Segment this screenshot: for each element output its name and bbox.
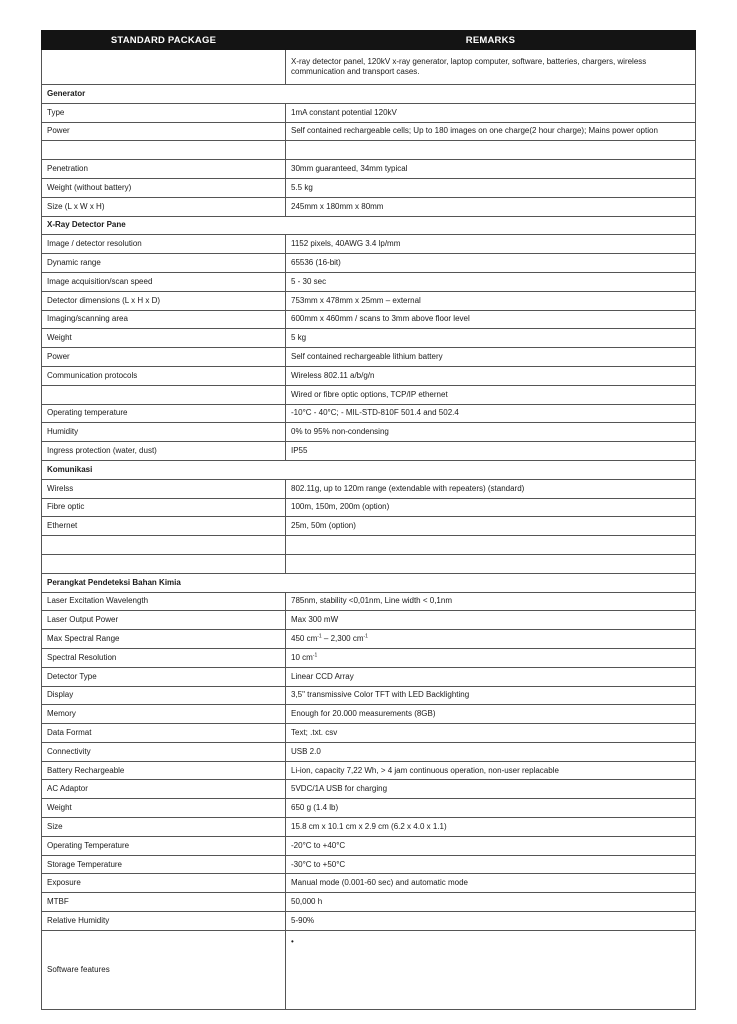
intro-remark: X-ray detector panel, 120kV x-ray generator, laptop computer, software, batteries, chargers, wireless communication and transport cases. [286,50,696,85]
row-value: Wired or fibre optic options, TCP/IP ethernet [286,385,696,404]
row-value [286,141,696,160]
row-value: 5 kg [286,329,696,348]
row-value: IP55 [286,442,696,461]
row-label: Detector Type [42,667,286,686]
table-row [42,592,696,611]
row-value: 30mm guaranteed, 34mm typical [286,160,696,179]
table-row [42,178,696,197]
table-row [42,705,696,724]
intro-row [42,50,696,85]
table-row [42,197,696,216]
table-row [42,348,696,367]
table-row [42,630,696,649]
row-value: 245mm x 180mm x 80mm [286,197,696,216]
row-value: 65536 (16-bit) [286,254,696,273]
row-value: Max 300 mW [286,611,696,630]
row-label: Power [42,122,286,141]
row-label: Data Format [42,724,286,743]
row-label: Weight (without battery) [42,178,286,197]
row-value: Text; .txt. csv [286,724,696,743]
row-label: Operating temperature [42,404,286,423]
section-title: Komunikasi [42,460,696,479]
row-label: Storage Temperature [42,855,286,874]
table-row [42,141,696,160]
table-row [42,404,696,423]
row-label [42,141,286,160]
row-value: Self contained rechargeable lithium battery [286,348,696,367]
table-row [42,291,696,310]
table-row [42,855,696,874]
table-row [42,724,696,743]
table-row [42,122,696,141]
value-part: – 2,300 cm [321,634,364,643]
superscript: -1 [312,652,318,659]
table-row [42,442,696,461]
row-value [286,536,696,555]
table-row [42,536,696,555]
row-value: Manual mode (0.001-60 sec) and automatic mode [286,874,696,893]
row-label: Weight [42,329,286,348]
row-label: MTBF [42,893,286,912]
row-value: Enough for 20.000 measurements (8GB) [286,705,696,724]
table-row [42,874,696,893]
row-value: 5-90% [286,912,696,931]
row-label: Display [42,686,286,705]
table-row [42,366,696,385]
row-value: USB 2.0 [286,742,696,761]
row-label: Max Spectral Range [42,630,286,649]
table-row [42,254,696,273]
row-value [286,648,696,667]
row-label: Dynamic range [42,254,286,273]
table-row [42,554,696,573]
row-label: Power [42,348,286,367]
row-label: Operating Temperature [42,836,286,855]
table-row [42,667,696,686]
section-chemical [42,573,696,592]
table-row [42,611,696,630]
table-row [42,103,696,122]
row-value: 1mA constant potential 120kV [286,103,696,122]
row-label [42,385,286,404]
row-label: Penetration [42,160,286,179]
row-label: Size (L x W x H) [42,197,286,216]
row-label: Imaging/scanning area [42,310,286,329]
table-row [42,272,696,291]
row-label: Spectral Resolution [42,648,286,667]
row-label: Detector dimensions (L x H x D) [42,291,286,310]
row-value: Linear CCD Array [286,667,696,686]
intro-label [42,50,286,85]
row-label: Image acquisition/scan speed [42,272,286,291]
table-row [42,686,696,705]
row-value: Wireless 802.11 a/b/g/n [286,366,696,385]
row-value: 5 - 30 sec [286,272,696,291]
table-row [42,517,696,536]
row-value: -30°C to +50°C [286,855,696,874]
spec-table [41,30,696,1010]
table-row [42,479,696,498]
section-generator [42,85,696,104]
row-label: Wirelss [42,479,286,498]
row-value [286,554,696,573]
table-row [42,498,696,517]
table-row [42,780,696,799]
row-label [42,536,286,555]
row-value: 802.11g, up to 120m range (extendable with repeaters) (standard) [286,479,696,498]
row-value: -20°C to +40°C [286,836,696,855]
row-label: Ingress protection (water, dust) [42,442,286,461]
section-title: Perangkat Pendeteksi Bahan Kimia [42,573,696,592]
row-value: 1152 pixels, 40AWG 3.4 lp/mm [286,235,696,254]
row-value: 3,5" transmissive Color TFT with LED Backlighting [286,686,696,705]
row-label: Ethernet [42,517,286,536]
table-row [42,329,696,348]
section-title: X-Ray Detector Pane [42,216,696,235]
row-label: Battery Rechargeable [42,761,286,780]
superscript: -1 [317,633,322,640]
row-value: 753mm x 478mm x 25mm – external [286,291,696,310]
row-label [42,554,286,573]
row-label: Laser Output Power [42,611,286,630]
software-row [42,930,696,1009]
row-value: 5VDC/1A USB for charging [286,780,696,799]
table-row [42,799,696,818]
row-label: Exposure [42,874,286,893]
section-detector [42,216,696,235]
table-row [42,310,696,329]
row-label: Relative Humidity [42,912,286,931]
row-value: 50,000 h [286,893,696,912]
table-row [42,836,696,855]
row-value: Li-ion, capacity 7,22 Wh, > 4 jam continuous operation, non-user replacable [286,761,696,780]
table-row [42,893,696,912]
table-row [42,818,696,837]
row-label: Image / detector resolution [42,235,286,254]
software-value: • [286,930,696,1009]
row-value: 0% to 95% non-condensing [286,423,696,442]
table-row [42,912,696,931]
software-label: Software features [42,930,286,1009]
superscript: -1 [363,633,368,640]
header-standard-package: STANDARD PACKAGE [42,31,286,50]
row-label: AC Adaptor [42,780,286,799]
row-label: Communication protocols [42,366,286,385]
value-part: 10 cm [291,652,313,662]
row-label: Connectivity [42,742,286,761]
row-label: Type [42,103,286,122]
row-label: Humidity [42,423,286,442]
row-value: 785nm, stability <0,01nm, Line width < 0,1nm [286,592,696,611]
row-value: Self contained rechargeable cells; Up to 180 images on one charge(2 hour charge); Mains power option [286,122,696,141]
section-title: Generator [42,85,696,104]
row-label: Laser Excitation Wavelength [42,592,286,611]
row-value: -10°C - 40°C; - MIL-STD-810F 501.4 and 502.4 [286,404,696,423]
section-komunikasi [42,460,696,479]
row-label: Memory [42,705,286,724]
value-part: 450 cm [291,634,318,643]
row-value: 15.8 cm x 10.1 cm x 2.9 cm (6.2 x 4.0 x 1.1) [286,818,696,837]
header-remarks: REMARKS [286,31,696,50]
row-label: Size [42,818,286,837]
table-row [42,385,696,404]
row-value: 650 g (1.4 lb) [286,799,696,818]
row-value: 25m, 50m (option) [286,517,696,536]
table-row [42,761,696,780]
table-row [42,742,696,761]
header-row [42,31,696,50]
row-label: Weight [42,799,286,818]
table-row [42,160,696,179]
table-row [42,648,696,667]
row-value: 600mm x 460mm / scans to 3mm above floor level [286,310,696,329]
table-row [42,423,696,442]
table-row [42,235,696,254]
row-label: Fibre optic [42,498,286,517]
row-value: 5.5 kg [286,178,696,197]
row-value [286,630,696,649]
row-value: 100m, 150m, 200m (option) [286,498,696,517]
